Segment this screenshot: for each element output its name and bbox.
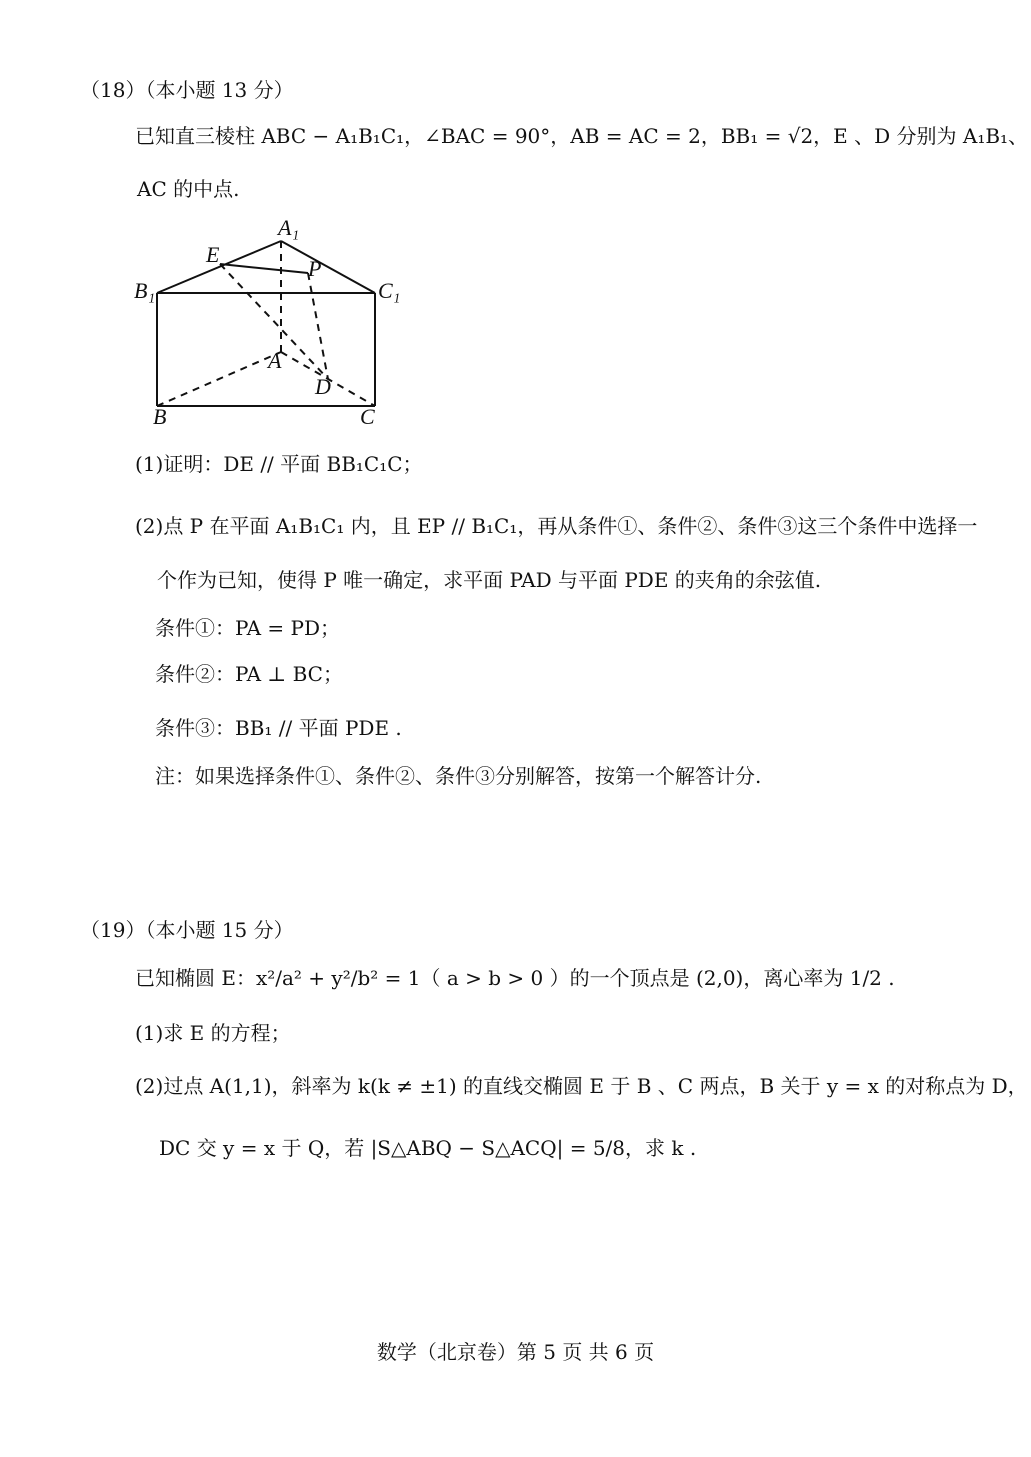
label-a1: A₁: [278, 215, 300, 240]
solid-edges: [157, 241, 375, 406]
label-b1: B₁: [134, 278, 156, 303]
page-footer: 数学（北京卷）第 5 页 共 6 页: [376, 1340, 655, 1364]
q18-heading: （18）（本小题 13 分）: [80, 78, 294, 102]
label-c: C: [360, 404, 375, 429]
q18-note: 注：如果选择条件①、条件②、条件③分别解答，按第一个解答计分.: [155, 764, 762, 788]
q18-part1: (1)证明：DE // 平面 BB₁C₁C；: [135, 452, 423, 476]
q18-condition3: 条件③：BB₁ // 平面 PDE .: [155, 716, 402, 740]
dashed-edges: [157, 241, 375, 406]
label-c1: C₁: [378, 278, 401, 303]
q19-part2-line2: DC 交 y = x 于 Q，若 |S△ABQ − S△ACQ| = 5/8，求 k .: [159, 1136, 697, 1160]
q19-heading: （19）（本小题 15 分）: [80, 918, 294, 942]
label-e: E: [206, 242, 220, 267]
q19-part2-line1: (2)过点 A(1,1)，斜率为 k(k ≠ ±1) 的直线交椭圆 E 于 B 、C 两点，B 关于 y = x 的对称点为 D，: [135, 1074, 1028, 1098]
prism-diagram: [120, 210, 430, 440]
q19-intro: 已知椭圆 E：x²/a² + y²/b² = 1（ a > b > 0 ）的一个顶点是 (2,0)，离心率为 1/2 .: [135, 966, 895, 990]
label-a: A: [268, 348, 282, 373]
q18-part2-line2: 个作为已知，使得 P 唯一确定，求平面 PAD 与平面 PDE 的夹角的余弦值.: [157, 568, 822, 592]
q18-condition2: 条件②：PA ⊥ BC；: [155, 662, 343, 686]
label-d: D: [315, 374, 331, 399]
label-b: B: [153, 404, 167, 429]
q18-intro-line1: 已知直三棱柱 ABC − A₁B₁C₁，∠BAC = 90°，AB = AC = 2，BB₁ = √2，E 、D 分别为 A₁B₁、: [135, 124, 1029, 148]
q19-part1: (1)求 E 的方程；: [135, 1021, 291, 1045]
q18-intro-line2: AC 的中点.: [137, 177, 240, 201]
q18-condition1: 条件①：PA = PD；: [155, 616, 341, 640]
q18-part2-line1: (2)点 P 在平面 A₁B₁C₁ 内，且 EP // B₁C₁，再从条件①、条件②、条件③这三个条件中选择一: [135, 514, 978, 538]
label-p: P: [308, 256, 322, 281]
